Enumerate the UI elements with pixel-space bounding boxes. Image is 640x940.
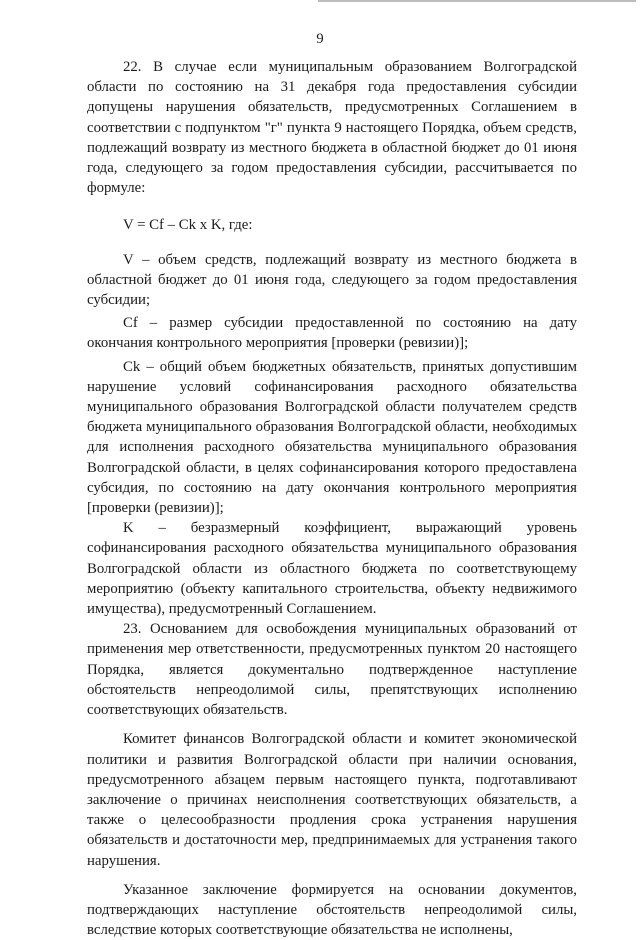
definition-k: K – безразмерный коэффициент, выражающий уровень софинансирования расходного обязательства муниципального образования Волгоградской области из областного бюджета по соответствующему мероприятию (объекту капитального строительства, объекту недвижимого имущества), предусмотренный Соглашением.	[87, 520, 577, 618]
definition-v: V – объем средств, подлежащий возврату из местного бюджета в областной бюджет до 01 июня года, следующего за годом предоставления субсидии;	[87, 251, 577, 309]
page-number: 9	[316, 31, 324, 47]
document-body	[87, 57, 577, 940]
formula: V = Cf – Ck x K, где:	[123, 217, 253, 234]
paragraph-conclusion: Указанное заключение формируется на основании документов, подтверждающих наступление обстоятельств непреодолимой силы, вследствие которых соответствующие обязательства не исполнены,	[87, 881, 577, 939]
paragraph-22: 22. В случае если муниципальным образованием Волгоградской области по состоянию на 31 декабря года предоставления субсидии допущены нарушения обязательств, предусмотренных Соглашением в соответствии с подпунктом "г" пункта 9 настоящего Порядка, объем средств, подлежащий возврату из местного бюджета в областной бюджет до 01 июня года, следующего за годом предоставления субсидии, рассчитывается по формуле:	[87, 59, 577, 197]
paragraph-committee: Комитет финансов Волгоградской области и комитет экономической политики и развития Волгоградской области при наличии основания, предусмотренного абзацем первым настоящего пункта, подготавливают заключение о причинах неисполнения соответствующих обязательств, а также о целесообразности продления срока устранения нарушения обязательств и достаточности мер, предпринимаемых для устранения такого нарушения.	[87, 731, 577, 869]
paragraph-23: 23. Основанием для освобождения муниципальных образований от применения мер ответственности, предусмотренных пунктом 20 настоящего Порядка, является документально подтвержденное наступление обстоятельств непреодолимой силы, препятствующих исполнению соответствующих обязательств.	[87, 621, 577, 719]
definition-cf: Cf – размер субсидии предоставленной по состоянию на дату окончания контрольного мероприятия [проверки (ревизии)];	[87, 315, 577, 352]
top-rule	[318, 0, 636, 2]
definition-ck: Ck – общий объем бюджетных обязательств, принятых допустившим нарушение условий софинансирования расходного обязательства муниципального образования Волгоградской области получателем средств бюджета муниципального образования Волгоградской области, необходимых для исполнения расходного обязательства муниципального образования Волгоградской области, в целях софинансирования которого предоставлена субсидия, по состоянию на дату окончания контрольного мероприятия [проверки (ревизии)];	[87, 358, 577, 517]
